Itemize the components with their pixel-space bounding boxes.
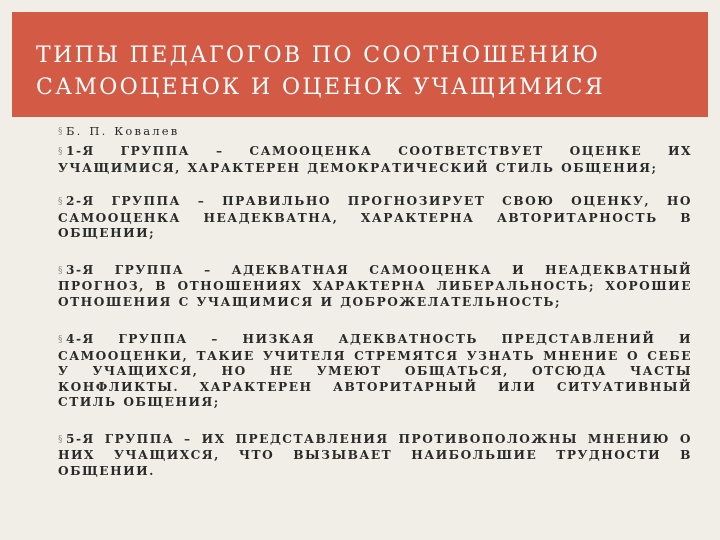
bullet-marker-icon: § (58, 147, 63, 157)
content-area (58, 124, 692, 479)
author-text: Б. П. Ковалев (66, 124, 180, 138)
author-line (58, 124, 692, 140)
bullet-marker-icon: § (58, 335, 63, 345)
list-item-group-4 (58, 332, 692, 411)
title-bar (12, 12, 708, 117)
list-item-text: 1-Я ГРУППА – САМООЦЕНКА СООТВЕТСТВУЕТ ОЦЕНКЕ ИХ УЧАЩИМИСЯ, ХАРАКТЕРЕН ДЕМОКРАТИЧЕСКИЙ СТИЛЬ ОБЩЕНИЯ; (58, 144, 692, 175)
slide-title-line-2: САМООЦЕНОК И ОЦЕНОК УЧАЩИМИСЯ (36, 75, 606, 100)
list-item-group-2 (58, 194, 692, 242)
bullet-marker-icon: § (58, 197, 63, 207)
slide-title-line-1: ТИПЫ ПЕДАГОГОВ ПО СООТНОШЕНИЮ (36, 43, 601, 68)
list-item-text: 5-Я ГРУППА – ИХ ПРЕДСТАВЛЕНИЯ ПРОТИВОПОЛОЖНЫ МНЕНИЮ О НИХ УЧАЩИХСЯ, ЧТО ВЫЗЫВАЕТ НАИБОЛЬШИЕ ТРУДНОСТИ В ОБЩЕНИИ. (58, 431, 692, 478)
list-item-text: 2-Я ГРУППА – ПРАВИЛЬНО ПРОГНОЗИРУЕТ СВОЮ ОЦЕНКУ, НО САМООЦЕНКА НЕАДЕКВАТНА, ХАРАКТЕРНА АВТОРИТАРНОСТЬ В ОБЩЕНИИ; (58, 194, 692, 240)
list-item-text: 4-Я ГРУППА – НИЗКАЯ АДЕКВАТНОСТЬ ПРЕДСТАВЛЕНИЙ И САМООЦЕНКИ, ТАКИЕ УЧИТЕЛЯ СТРЕМЯТСЯ УЗНАТЬ МНЕНИЕ О СЕБЕ У УЧАЩИХСЯ, НО НЕ УМЕЮТ ОБЩАТЬСЯ, ОТСЮДА ЧАСТЫ КОНФЛИКТЫ. ХАРАКТЕРЕН АВТОРИТАРНЫЙ ИЛИ СИТУАТИВНЫЙ СТИЛЬ ОБЩЕНИЯ; (58, 332, 692, 409)
list-item-group-3 (58, 263, 692, 311)
bullet-marker-icon: § (58, 434, 63, 445)
bullet-marker-icon: § (58, 127, 63, 137)
bullet-marker-icon: § (58, 265, 63, 276)
list-item-text: 3-Я ГРУППА – АДЕКВАТНАЯ САМООЦЕНКА И НЕАДЕКВАТНЫЙ ПРОГНОЗ, В ОТНОШЕНИЯХ ХАРАКТЕРНА ЛИБЕРАЛЬНОСТЬ; ХОРОШИЕ ОТНОШЕНИЯ С УЧАЩИМИСЯ И ДОБРОЖЕЛАТЕЛЬНОСТЬ; (58, 262, 692, 309)
list-item-group-5 (58, 432, 692, 480)
list-item-group-1 (58, 144, 692, 176)
